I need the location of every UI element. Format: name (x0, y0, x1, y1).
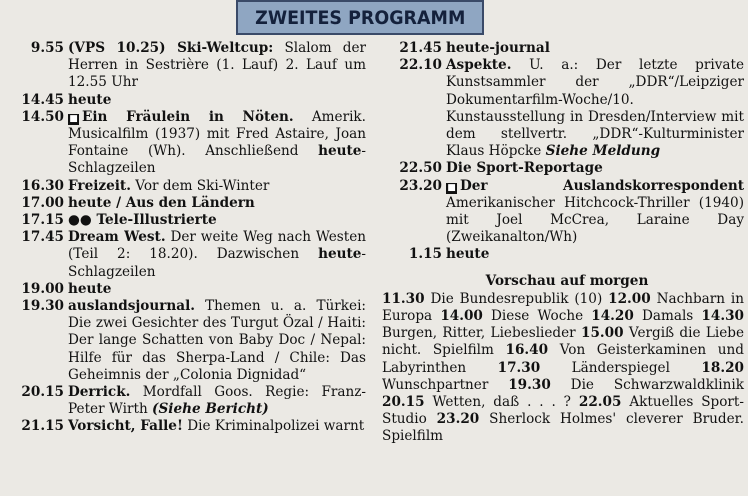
program-time: 22.10 (399, 57, 442, 74)
program-description: Die Kriminalpolizei warnt (182, 418, 365, 435)
program-entry (4, 40, 366, 92)
preview-time: 17.30 (497, 359, 541, 376)
preview-text: Die Schwarzwaldklinik (550, 376, 744, 393)
program-entry (4, 178, 366, 195)
preview-text: Wetten, daß . . . ? (424, 394, 579, 411)
preview-time: 18.20 (701, 359, 744, 376)
program-time: 17.15 (21, 212, 64, 229)
program-time: 23.20 (399, 177, 442, 194)
preview-time: 16.40 (505, 342, 549, 359)
program-entry (4, 298, 366, 384)
program-description: Slalom der Herren in Sestrière (1. Lauf) 2. Lauf um 12.55 Uhr (68, 40, 367, 91)
preview-text: Wunschpartner (382, 376, 509, 393)
program-description: Amerikanischer Hitchcock-Thriller (1940) mit Joel McCrea, Laraine Day (Zweikanalton/Wh) (446, 194, 744, 246)
program-title: heute (68, 280, 112, 297)
preview-text: Vergiß die Liebe nicht. Spielfilm (382, 325, 744, 359)
program-description: Der weite Weg nach Westen (Teil 2: 18.20). Dazwischen (68, 229, 366, 263)
preview-text: Burgen, Ritter, Liebeslieder (382, 325, 581, 342)
program-entry (4, 212, 366, 229)
channel-banner (236, 0, 484, 35)
program-time: 1.15 (408, 246, 442, 263)
program-note: Siehe Meldung (545, 143, 661, 160)
program-title: Vorsicht, Falle! (68, 418, 183, 435)
program-title: heute (446, 246, 490, 263)
program-entry (4, 229, 366, 281)
program-time: 17.45 (21, 229, 64, 246)
program-description: Themen u. a. Türkei: Die zwei Gesichter des Turgut Özal / Haiti: Der lange Schatten von Baby Doc / Nepal: Hilfe für das Sherpa-Land / Chile: Das Geheimnis der „Colonia Dignidad“ (68, 298, 366, 383)
preview-time: 20.15 (382, 394, 425, 411)
program-title: Dream West. (68, 229, 166, 246)
preview-text: Diese Woche (482, 308, 592, 325)
program-entry (382, 160, 744, 177)
preview-text: Damals (633, 308, 702, 325)
program-title: Derrick. (68, 384, 131, 401)
program-entry (4, 281, 366, 298)
program-entry (4, 109, 366, 178)
program-title: Der Auslandskorrespondent (460, 177, 744, 194)
left-column (4, 40, 366, 436)
right-column (382, 40, 744, 446)
program-time: 14.50 (21, 108, 64, 125)
preview-text: Von Geisterkaminen und Labyrinthen (382, 342, 744, 376)
program-entry (4, 92, 366, 109)
preview-time: 23.20 (436, 411, 480, 428)
program-marker: ●● (68, 212, 97, 229)
program-title: Die Sport-Reportage (446, 160, 603, 177)
preview-time: 14.20 (591, 308, 634, 325)
film-icon: ■ (69, 113, 78, 124)
program-time: 14.45 (21, 91, 64, 108)
preview-text: Länderspiegel (540, 359, 702, 376)
preview-text: Die Bundesrepublik (10) (424, 290, 609, 307)
program-description: Vor dem Ski-Winter (130, 177, 270, 194)
program-time: 16.30 (21, 177, 64, 194)
program-entry (4, 418, 366, 435)
program-time: 20.15 (21, 384, 64, 401)
program-bold-word: heute (318, 246, 362, 263)
program-title: auslandsjournal. (68, 298, 195, 315)
preview-text: Sherlock Holmes' cleverer Bruder. Spielfilm (382, 411, 744, 445)
film-icon: ■ (447, 182, 456, 193)
preview-time: 22.05 (578, 394, 622, 411)
preview-list (382, 291, 744, 446)
program-title: Aspekte. (446, 57, 512, 74)
right-entries (382, 40, 744, 264)
program-entry (382, 246, 744, 263)
preview-time: 14.30 (701, 308, 744, 325)
program-entry (382, 178, 744, 247)
program-bold-word: heute (318, 143, 362, 160)
program-tail: -Schlagzeilen (68, 246, 366, 280)
program-marker: (VPS 10.25) (68, 40, 178, 56)
program-title: Ein Fräulein in Nöten. (82, 108, 294, 125)
program-description: Mordfall Goos. Regie: Franz-Peter Wirth (68, 384, 366, 418)
program-time: 17.00 (21, 194, 64, 211)
channel-title: ZWEITES PROGRAMM (254, 6, 466, 29)
preview-heading: Vorschau auf morgen (485, 272, 649, 289)
preview-time: 14.00 (440, 308, 483, 325)
program-tail: -Schlagzeilen (68, 143, 366, 177)
program-title: Tele-Illustrierte (96, 212, 217, 229)
preview-time: 19.30 (508, 376, 551, 393)
program-title: heute-journal (446, 40, 550, 56)
preview-text: Aktuelles Sport-Studio (382, 394, 744, 428)
program-time: 19.00 (21, 280, 64, 297)
program-time: 19.30 (21, 298, 64, 315)
program-description: Amerik. Musicalfilm (1937) mit Fred Astaire, Joan Fontaine (Wh). Anschließend (68, 108, 366, 160)
program-entry (4, 195, 366, 212)
program-entry (4, 384, 366, 418)
preview-text: Nachbarn in Europa (382, 290, 744, 325)
preview-time: 11.30 (382, 290, 425, 307)
program-time: 9.55 (30, 40, 64, 56)
program-time: 22.50 (399, 160, 442, 177)
program-time: 21.15 (21, 418, 64, 435)
program-description: U. a.: Der letzte private Kunstsammler der „DDR“/Leipziger Dokumentarfilm-Woche/10. Kunstausstellung in Dresden/Interview mit dem stellvertr. „DDR“-Kulturminister Klaus Höpcke (446, 57, 744, 160)
program-entry (382, 57, 744, 160)
program-title: Freizeit. (68, 177, 131, 194)
preview-time: 15.00 (581, 325, 624, 342)
program-note: (Siehe Bericht) (152, 401, 269, 418)
preview-time: 12.00 (608, 290, 651, 307)
program-entry (382, 40, 744, 57)
program-title: Ski-Weltcup: (177, 40, 274, 56)
program-time: 21.45 (399, 40, 442, 56)
program-title: heute / Aus den Ländern (68, 194, 255, 211)
program-title: heute (68, 91, 112, 108)
